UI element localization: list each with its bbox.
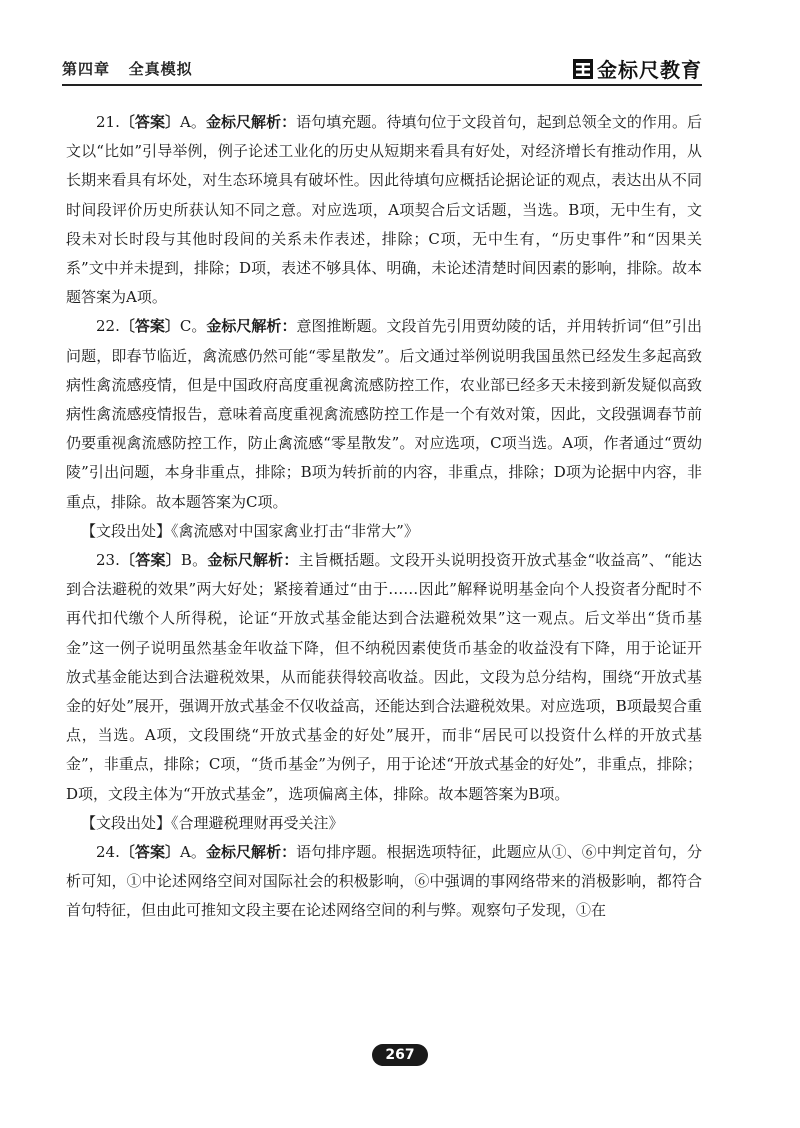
analysis-label: 金标尺解析： [207, 551, 299, 570]
question-number: 24. [96, 843, 120, 862]
answer-content [66, 108, 702, 926]
answer-paragraph-21 [66, 108, 702, 312]
analysis-text: 意图推断题。文段首先引用贾幼陵的话，并用转折词“但”引出问题，即春节临近，禽流感仍然可能“零星散发”。后文通过举例说明我国虽然已经发生多起高致病性禽流感疫情，但是中国政府高度重视禽流感防控工作，农业部已经多天未接到新发疑似高致病性禽流感疫情报告，意味着高度重视禽流感防控工作是一个有效对策，因此，文段强调春节前仍要重视禽流感防控工作，防止禽流感“零星散发”。对应选项，C项当选。A项，作者通过“贾幼陵”引出问题，本身非重点，排除；B项为转折前的内容，非重点，排除；D项为论据中内容，非重点，排除。故本题答案为C项。 [66, 317, 702, 511]
analysis-label: 金标尺解析： [206, 317, 297, 336]
page-header [62, 56, 702, 82]
answer-paragraph-24 [66, 838, 702, 926]
brand-logo [572, 54, 702, 83]
answer-value: C。 [179, 317, 207, 336]
brand-mark-icon [572, 58, 594, 80]
source-citation-23: 【文段出处】《合理避税理财再受关注》 [81, 813, 344, 832]
answer-value: A。 [180, 113, 206, 131]
answer-paragraph-22 [66, 312, 702, 516]
question-number: 23. [96, 551, 120, 570]
answer-paragraph-23 [66, 546, 702, 809]
chapter-title: 第四章 全真模拟 [62, 60, 193, 78]
page-number-badge: 267 [372, 1044, 428, 1066]
question-number: 22. [96, 317, 120, 336]
analysis-text: 语句排序题。根据选项特征，此题应从①、⑥中判定首句，分析可知，①中论述网络空间对国际社会的积极影响，⑥中强调的事网络带来的消极影响，都符合首句特征，但由此可推知文段主要在论述网络空间的利与弊。观察句子发现，①在 [66, 843, 702, 920]
source-citation-22: 【文段出处】《禽流感对中国家禽业打击“非常大”》 [81, 521, 419, 540]
analysis-label: 金标尺解析： [205, 113, 297, 131]
answer-value: B。 [180, 551, 208, 570]
brand-name: 金标尺教育 [597, 58, 702, 82]
answer-tag: 〔答案〕 [119, 843, 181, 862]
analysis-text: 语句填充题。待填句位于文段首句，起到总领全文的作用。后文以“比如”引导举例，例子论述工业化的历史从短期来看具有好处，对经济增长有推动作用，从长期来看具有坏处，对生态环境具有破坏性。因此待填句应概括论据论证的观点，表达出从不同时间段评价历史所获认知不同之意。对应选项，A项契合后文话题，当选。B项，无中生有，文段未对长时段与其他时段间的关系未作表述，排除；C项，无中生有，“历史事件”和“因果关系”文中并未提到，排除；D项，表述不够具体、明确，未论述清楚时间因素的影响，排除。故本题答案为A项。 [66, 113, 702, 307]
analysis-label: 金标尺解析： [205, 843, 297, 862]
answer-tag: 〔答案〕 [119, 113, 181, 131]
header-divider [62, 84, 702, 86]
analysis-text: 主旨概括题。文段开头说明投资开放式基金“收益高”、“能达到合法避税的效果”两大好处；紧接着通过“由于……因此”解释说明基金向个人投资者分配时不再代扣代缴个人所得税，论证“开放式基金能达到合法避税效果”这一观点。后文举出“货币基金”这一例子说明虽然基金年收益下降，但不纳税因素使货币基金的收益没有下降，用于论证开放式基金能达到合法避税效果，从而能获得较高收益。因此，文段为总分结构，围绕“开放式基金的好处”展开，强调开放式基金不仅收益高，还能达到合法避税效果。对应选项，B项最契合重点，当选。A项，文段围绕“开放式基金的好处”展开，而非“居民可以投资什么样的开放式基金”，非重点，排除；C项，“货币基金”为例子，用于论述“开放式基金的好处”，非重点，排除；D项，文段主体为“开放式基金”，选项偏离主体，排除。故本题答案为B项。 [66, 551, 702, 803]
answer-tag: 〔答案〕 [119, 317, 180, 336]
question-number: 21. [96, 113, 120, 131]
answer-value: A。 [180, 843, 206, 862]
answer-tag: 〔答案〕 [119, 551, 181, 570]
